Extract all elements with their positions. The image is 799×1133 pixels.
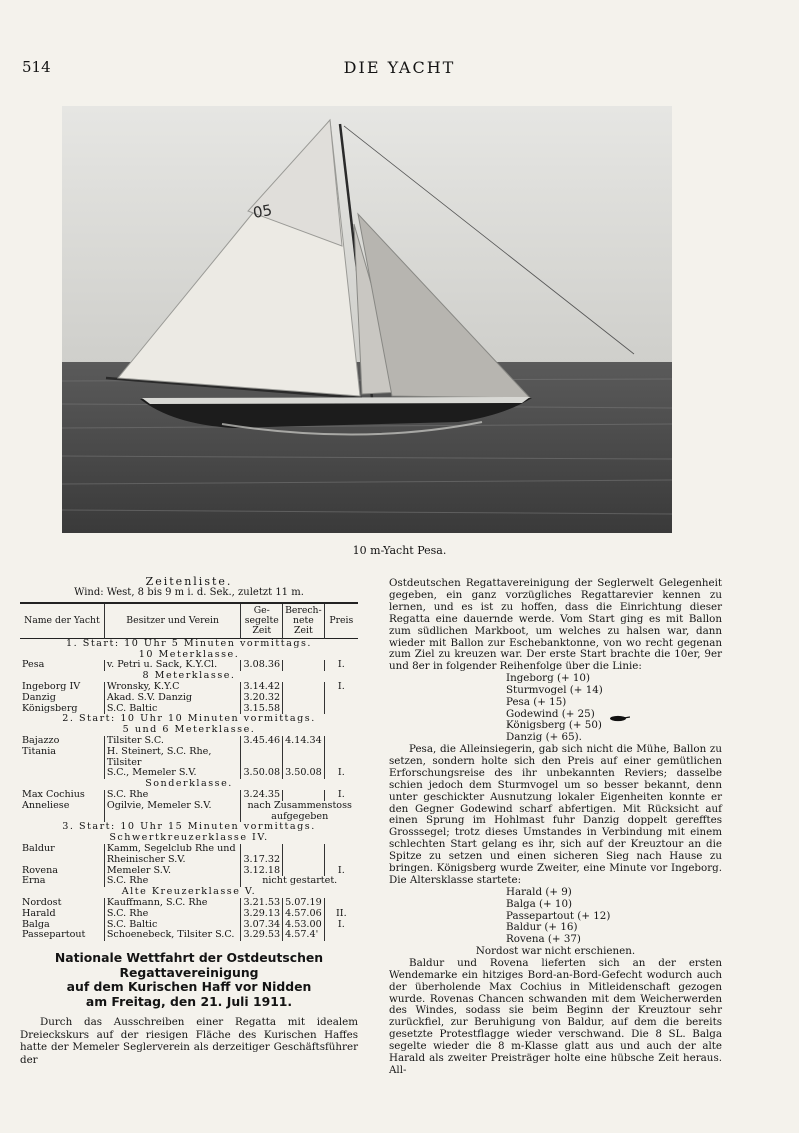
yacht-name-cell: Danzig <box>22 691 56 703</box>
section-heading-text: 2. Start: 10 Uhr 10 Minuten vormittags. <box>62 713 316 725</box>
section-heading-text: 1. Start: 10 Uhr 5 Minuten vormittags. <box>66 637 312 649</box>
corrected-time-cell <box>283 855 325 866</box>
sailed-time-cell: 3.24.35 <box>241 790 283 801</box>
prize-cell: I. <box>324 920 358 931</box>
photo-caption: 10 m-Yacht Pesa. <box>352 544 447 557</box>
owner-cell: Kauffmann, S.C. Rhe <box>104 898 241 909</box>
article-left-text: Durch das Ausschreiben einer Regatta mit idealem Dreieckskurs auf der riesigen Fläche des Kurischen Haffes hatte der Memeler Seglerverein als derzeitiger Geschäftsführer der <box>20 1016 358 1066</box>
table-row <box>20 747 358 769</box>
sailed-time-cell: 3.17.32 <box>241 855 283 866</box>
headline-line: am Freitag, den 21. Juli 1911. <box>85 993 293 1009</box>
headline-line: auf dem Kurischen Haff vor Nidden <box>66 979 312 995</box>
sailed-time-cell: 3.29.53 <box>241 930 283 941</box>
yacht-name-cell: Baldur <box>22 842 55 854</box>
results-title: Zeitenliste. <box>145 575 233 588</box>
section-heading-text: 8 Meterklasse. <box>142 670 236 682</box>
status-note-cell: aufgegeben <box>241 812 358 823</box>
start-order-item: Danzig (+ 65). <box>506 731 582 744</box>
status-note-cell: nach Zusammenstoss <box>241 801 358 812</box>
prize-cell <box>324 844 358 855</box>
section-heading-text: Schwertkreuzerklasse IV. <box>109 832 269 844</box>
section-heading-text: Alte Kreuzerklasse V. <box>121 886 257 898</box>
col-header-owner: Besitzer und Verein <box>104 603 241 639</box>
owner-cell: Akad. S.V. Danzig <box>104 693 241 704</box>
section-heading-text: 10 Meterklasse. <box>138 648 240 660</box>
sailed-time-cell: 3.29.13 <box>241 909 283 920</box>
yacht-name-cell <box>20 768 104 779</box>
running-title: DIE YACHT <box>343 58 456 77</box>
sailed-time-cell: 3.14.42 <box>241 682 283 693</box>
age-class-item: Balga (+ 10) <box>506 897 573 910</box>
start-order-item: Königsberg (+ 50) <box>506 719 602 732</box>
results-section-heading <box>20 638 358 649</box>
section-heading-text: 3. Start: 10 Uhr 15 Minuten vormittags. <box>62 821 316 833</box>
sailed-time-cell: 3.50.08 <box>241 768 283 779</box>
status-note-cell: nicht gestartet. <box>241 876 358 887</box>
owner-cell: S.C. Rhe <box>104 790 241 801</box>
yacht-name-cell: Nordost <box>22 896 62 908</box>
corrected-time-cell: 4.57.06 <box>283 909 325 920</box>
owner-cell: S.C. Rhe <box>104 876 241 887</box>
page-number: 514 <box>22 58 51 76</box>
corrected-time-cell: 3.50.08 <box>283 768 325 779</box>
prize-cell: I. <box>324 660 358 671</box>
table-row <box>20 855 358 866</box>
left-column <box>20 576 358 1066</box>
age-class-item: Baldur (+ 16) <box>506 921 578 934</box>
prize-cell: I. <box>324 790 358 801</box>
col-header-corrected: Berech- nete Zeit <box>283 603 325 639</box>
section-heading-text: Sonderklasse. <box>145 778 233 790</box>
owner-cell: Ogilvie, Memeler S.V. <box>104 801 241 812</box>
sailed-time-cell: 3.45.46 <box>241 736 283 747</box>
owner-cell: S.C. Rhe <box>104 909 241 920</box>
section-heading-text: 5 und 6 Meterklasse. <box>122 724 256 736</box>
yacht-name-cell: Rovena <box>22 864 58 876</box>
prize-cell <box>324 930 358 941</box>
col-header-sailed: Ge- segelte Zeit <box>241 603 283 639</box>
sailed-time-cell: 3.15.58 <box>241 704 283 715</box>
prize-cell <box>324 704 358 715</box>
results-table <box>20 602 358 941</box>
yacht-photo <box>62 106 672 533</box>
table-row <box>20 909 358 920</box>
prize-cell <box>324 855 358 866</box>
sailed-time-cell: 3.21.53 <box>241 898 283 909</box>
sail-number: 05 <box>251 200 274 222</box>
prize-cell: I. <box>324 768 358 779</box>
yacht-photo-illustration <box>62 106 672 533</box>
table-row <box>20 844 358 855</box>
prize-cell: I. <box>324 866 358 877</box>
yacht-name-cell: Max Cochius <box>22 788 85 800</box>
owner-cell: Kamm, Segelclub Rhe und <box>104 844 241 855</box>
col-header-prize: Preis <box>324 603 358 639</box>
owner-cell: Memeler S.V. <box>104 866 241 877</box>
yacht-name-cell: Erna <box>22 875 46 887</box>
corrected-time-cell: 4.53.00 <box>283 920 325 931</box>
prize-cell <box>324 747 358 769</box>
corrected-time-cell: 4.57.4' <box>283 930 325 941</box>
sailed-time-cell: 3.12.18 <box>241 866 283 877</box>
start-order-item: Sturmvogel (+ 14) <box>506 684 603 697</box>
yacht-name-cell: Titania <box>22 745 57 757</box>
owner-cell: H. Steinert, S.C. Rhe, Tilsiter <box>104 747 241 769</box>
corrected-time-cell <box>283 660 325 671</box>
results-header-row <box>20 603 358 639</box>
corrected-time-cell: 4.14.34 <box>283 736 325 747</box>
corrected-time-cell: 5.07.19 <box>283 898 325 909</box>
prize-cell: II. <box>324 909 358 920</box>
owner-cell: S.C. Baltic <box>104 920 241 931</box>
sailed-time-cell: 3.08.36 <box>241 660 283 671</box>
table-row <box>20 930 358 941</box>
owner-cell: v. Petri u. Sack, K.Y.Cl. <box>104 660 241 671</box>
yacht-name-cell: Pesa <box>22 659 45 671</box>
prize-cell <box>324 736 358 747</box>
owner-cell: Schoenebeck, Tilsiter S.C. <box>104 930 241 941</box>
article-headline <box>20 951 358 1009</box>
start-order-item: Pesa (+ 15) <box>506 695 567 708</box>
ink-blot-mark <box>608 715 630 722</box>
corrected-time-cell <box>283 844 325 855</box>
sailed-time-cell <box>241 747 283 769</box>
sailed-time-cell: 3.07.34 <box>241 920 283 931</box>
age-class-item: Harald (+ 9) <box>506 885 572 898</box>
age-class-item: Passepartout (+ 12) <box>506 909 611 922</box>
yacht-name-cell: Bajazzo <box>22 734 60 746</box>
yacht-name-cell: Passepartout <box>22 929 86 941</box>
prize-cell: I. <box>324 682 358 693</box>
results-wind: Wind: West, 8 bis 9 m i. d. Sek., zuletzt 11 m. <box>74 587 304 599</box>
headline-line: Nationale Wettfahrt der Ostdeutschen Regattavereinigung <box>54 950 324 980</box>
owner-cell: S.C., Memeler S.V. <box>104 768 241 779</box>
table-row <box>20 693 358 704</box>
owner-cell: Tilsiter S.C. <box>104 736 241 747</box>
sailed-time-cell: 3.20.32 <box>241 693 283 704</box>
nordost-note: Nordost war nicht erschienen. <box>475 944 636 957</box>
table-row <box>20 801 358 812</box>
yacht-name-cell: Königsberg <box>22 702 78 714</box>
yacht-name-cell: Anneliese <box>22 799 70 811</box>
right-column <box>389 578 722 1077</box>
corrected-time-cell <box>283 747 325 769</box>
prize-cell <box>324 693 358 704</box>
start-order-list <box>506 673 722 744</box>
owner-cell: Wronsky, K.Y.C <box>104 682 241 693</box>
yacht-name-cell: Balga <box>22 918 50 930</box>
article-paragraph: Baldur und Rovena lieferten sich an der ersten Wendemarke ein hitziges Bord-an-Bord-Gefecht wodurch auch der überholende Max Cochius in Mitleidenschaft gezogen wurde. Rovenas Chancen schwanden mit dem Weicherwerden des Windes, sodass sie beim Beginn der Kreuztour sehr zurückfiel, zur Beruhigung von Baldur, auf dem die bereits gesetzte Protestflagge wieder verschwand. Die 8 SL. Balga segelte wieder die 8 m-Klasse glatt aus und auch der alte Harald als zweiter Preisträger holte eine hübsche Zeit heraus. All- <box>389 956 722 1076</box>
article-paragraph: Pesa, die Alleinsiegerin, gab sich nicht die Mühe, Ballon zu setzen, sondern holte sich den Preis auf einer gemütlichen Erforschungsreise des ihr unbekannten Reviers; dasselbe schien jedoch dem Sturmvogel um so besser bekannt, denn unter geschickter Ausnutzung lokaler Eigenheiten konnte er den Gegner Godewind scharf abfertigen. Mit Rücksicht auf einen Sprung im Hohlmast fuhr Danzig doppelt gerefftes Grosssegel; trotz dieses Umstandes in Verbindung mit einem schlechten Start gelang es ihr, sich auf der Kreuztour an die Spitze zu setzen und einen sicheren Sieg nach Hause zu bringen. Königsberg wurde Zweiter, eine Minute vor Ingeborg. Die Altersklasse startete: <box>389 743 722 886</box>
owner-cell: S.C. Baltic <box>104 704 241 715</box>
age-class-item: Rovena (+ 37) <box>506 933 581 946</box>
yacht-name-cell: Ingeborg IV <box>22 681 81 692</box>
article-paragraph: Ostdeutschen Regattavereinigung der Seglerwelt Gelegenheit gegeben, ein ganz vorzügliches Regattarevier kennen zu lernen, und es ist zu hoffen, dass die Einrichtung dieser Regatta eine dauernde werde. Vom Start ging es mit Ballon zum südlichen Markboot, um welches zu halsen war, dann wieder mit Ballon zur Eschebanktonne, von wo recht gegenan zum Ziel zu kreuzen war. Der erste Start brachte die 10er, 9er und 8er in folgender Reihenfolge über die Linie: <box>389 577 722 673</box>
owner-cell: Rheinischer S.V. <box>104 855 241 866</box>
start-order-item: Godewind (+ 25) <box>506 707 595 720</box>
start-order-item: Ingeborg (+ 10) <box>506 672 590 685</box>
yacht-name-cell: Harald <box>22 907 56 919</box>
corrected-time-cell <box>283 682 325 693</box>
col-header-name: Name der Yacht <box>24 614 100 626</box>
age-class-start-list <box>506 887 722 946</box>
corrected-time-cell <box>283 693 325 704</box>
results-body <box>20 638 358 941</box>
yacht-name-cell <box>20 855 104 866</box>
